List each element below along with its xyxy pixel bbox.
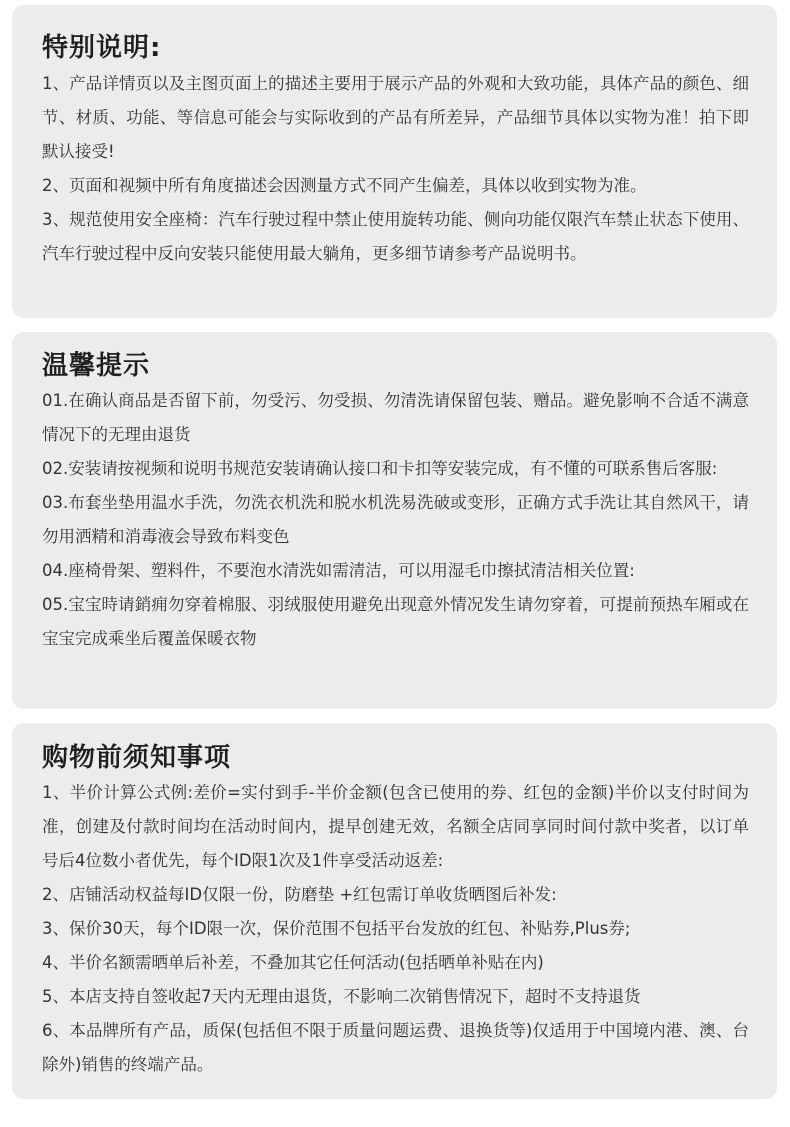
special-notice-card xyxy=(12,5,777,318)
warm-tips-item: 01.在确认商品是否留下前，勿受污、勿受损、勿清洗请保留包装、赠品。避免影响不合适不满意情况下的无理由退货 xyxy=(42,391,749,444)
warm-tips-item: 04.座椅骨架、塑料件，不要泡水清洗如需清洁，可以用湿毛巾擦拭清洁相关位置: xyxy=(42,561,635,580)
purchase-notice-body xyxy=(42,776,749,1082)
warm-tips-item: 05.宝宝時请銷痈勿穿着棉服、羽绒服使用避免出现意外情况发生请勿穿着，可提前预热车厢或在宝宝完成乘坐后覆盖保暖衣物 xyxy=(42,595,749,648)
purchase-notice-item: 2、店铺活动权益每ID仅限一份，防磨垫 +红包需订单收货晒图后补发: xyxy=(42,885,557,904)
warm-tips-title: 温馨提示 xyxy=(42,351,151,381)
warm-tips-item: 02.安装请按视频和说明书规范安装请确认接口和卡扣等安装完成，有不懂的可联系售后客服: xyxy=(42,459,718,478)
special-notice-body xyxy=(42,67,749,271)
special-notice-title: 特别说明: xyxy=(42,33,162,63)
special-notice-item: 3、规范使用安全座椅：汽车行驶过程中禁止使用旋转功能、侧向功能仅限汽车禁止状态下使用、汽车行驶过程中反向安装只能使用最大躺角，更多细节请参考产品说明书。 xyxy=(42,210,749,263)
purchase-notice-title: 购物前须知事项 xyxy=(42,743,232,773)
warm-tips-body xyxy=(42,384,749,656)
purchase-notice-item: 3、保价30天，每个ID限一次，保价范围不包括平台发放的红包、补贴券,Plus券; xyxy=(42,919,631,938)
warm-tips-item: 03.布套坐垫用温水手洗，勿洗衣机洗和脱水机洗易洗破或变形，正确方式手洗让其自然风干，请勿用洒精和消毒液会导致布料变色 xyxy=(42,493,749,546)
warm-tips-card xyxy=(12,332,777,709)
special-notice-item: 2、页面和视频中所有角度描述会因测量方式不同产生偏差，具体以收到实物为准。 xyxy=(42,176,647,195)
purchase-notice-item: 1、半价计算公式例:差价=实付到手-半价金额(包含已使用的券、红包的金额)半价以支付时间为准，创建及付款时间均在活动时间内，提早创建无效，名额全店同享同时间付款中奖者，以订单号后4位数小者优先，每个ID限1次及1件享受活动返差: xyxy=(42,783,749,870)
purchase-notice-item: 6、本品牌所有产品，质保(包括但不限于质量问题运费、退换货等)仅适用于中国境内港、澳、台除外)销售的终端产品。 xyxy=(42,1021,749,1074)
purchase-notice-card xyxy=(12,723,777,1099)
purchase-notice-item: 4、半价名额需晒单后补差，不叠加其它任何活动(包括晒单补贴在内) xyxy=(42,953,544,972)
special-notice-item: 1、产品详情页以及主图页面上的描述主要用于展示产品的外观和大致功能，具体产品的颜色、细节、材质、功能、等信息可能会与实际收到的产品有所差异，产品细节具体以实物为准！拍下即默认接受! xyxy=(42,74,749,161)
purchase-notice-item: 5、本店支持自签收起7天内无理由退货，不影响二次销售情况下，超时不支持退货 xyxy=(42,987,641,1006)
